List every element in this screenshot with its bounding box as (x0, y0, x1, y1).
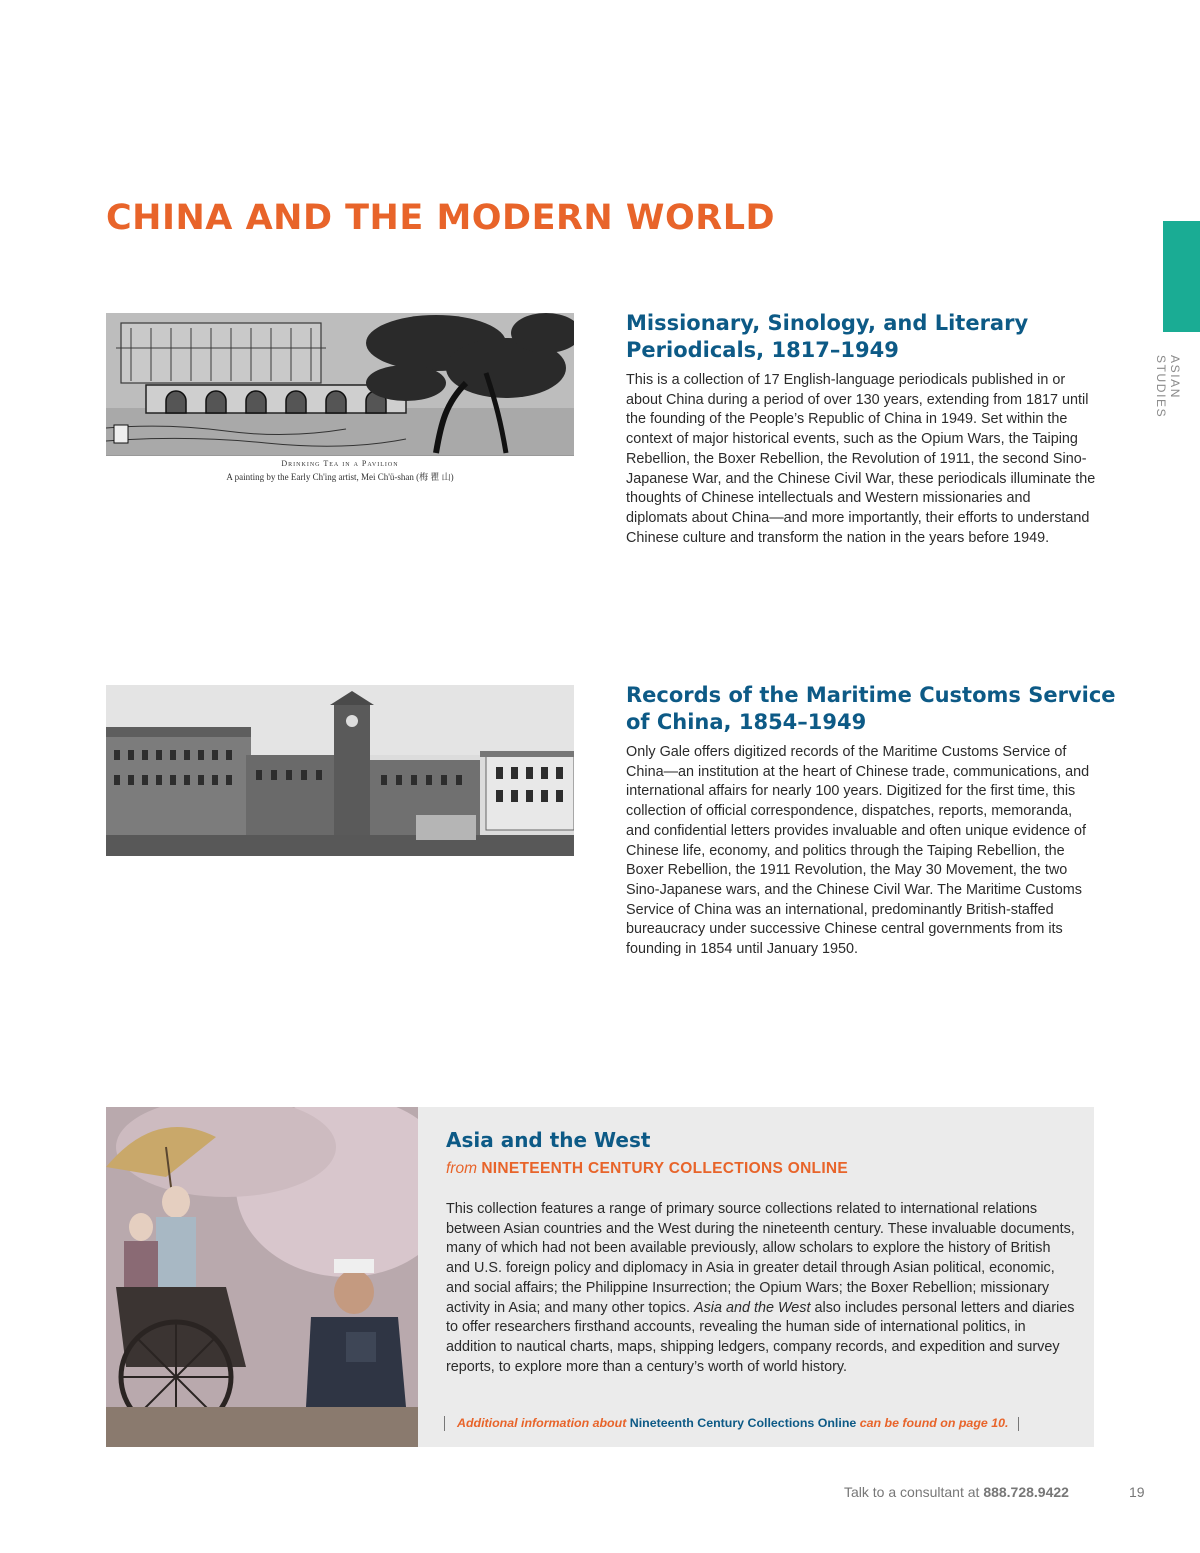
footer-phone[interactable]: 888.728.9422 (983, 1484, 1069, 1500)
section-body-customs: Only Gale offers digitized records of the Maritime Customs Service of China—an institution at the heart of Chinese trade, communications, and international affairs for nearly 100 years. Digitized for the first time, this collection of official correspondence, dispatches, reports, memoranda, and confidential letters provides invaluable and often unique evidence of Chinese life, economy, and politics through the Taiping Rebellion, the Boxer Rebellion, the 1911 Revolution, the May 30 Movement, the two Sino-Japanese wars, and the Chinese Civil War. The Maritime Customs Service of China was an international, predominantly British-staffed bureaucracy under successive Chinese central governments from its founding in 1854 until January 1950. (626, 744, 1090, 958)
page-number: 19 (1129, 1484, 1145, 1500)
more-info-suffix: can be found on page 10. (859, 1416, 1009, 1430)
feature-source-prefix: from (446, 1160, 477, 1177)
feature-title: Asia and the West (446, 1128, 651, 1152)
feature-body-part2: also includes personal letters and diaries to offer researchers firsthand accounts, revealing the human side of international politics, in addition to nautical charts, maps, shipping ledgers, company records, and expedition and survey reports, to explore more than a century’s worth of world history. (446, 1299, 1075, 1375)
section-title-periodicals (626, 310, 1028, 364)
section-title-line: Periodicals, 1817–1949 (626, 338, 899, 362)
rickshaw-photo (106, 1107, 418, 1447)
footer-consult-label: Talk to a consultant at (844, 1484, 980, 1500)
section-title-customs (626, 682, 1116, 736)
feature-source (446, 1160, 848, 1178)
customs-house-photo (106, 685, 574, 856)
feature-body-italic: Asia and the West (693, 1299, 811, 1316)
rickshaw-illustration (106, 1107, 418, 1447)
feature-body-part1: This collection features a range of primary source collections related to international relations between Asian countries and the West during the nineteenth century. These invaluable documents, many of which had not been available previously, allow scholars to explore the history of British and U.S. foreign policy and diplomacy in Asia in greater detail through Asian political, economic, and social affairs; the Philippine Insurrection; the Opium Wars; the Boxer Rebellion; missionary activity in Asia; and many other topics. (446, 1201, 1075, 1316)
more-info-prefix: Additional information about (457, 1416, 627, 1430)
customs-house-illustration (106, 685, 574, 856)
feature-body (446, 1200, 1076, 1377)
painting-caption (106, 455, 574, 485)
section-title-line: of China, 1854–1949 (626, 710, 867, 734)
painting-image (106, 313, 574, 485)
section-title-line: Missionary, Sinology, and Literary (626, 311, 1029, 335)
footer-consultant (844, 1484, 1069, 1500)
more-info-note (444, 1416, 1031, 1431)
more-info-divider (1018, 1417, 1019, 1431)
section-title-line: Records of the Maritime Customs Service (626, 683, 1116, 707)
painting-caption-credit: A painting by the Early Ch'ing artist, Mei Ch'ü-shan (梅 瞿 山) (226, 472, 454, 482)
more-info-name: Nineteenth Century Collections Online (629, 1416, 857, 1430)
section-side-label: ASIAN STUDIES (1154, 355, 1182, 419)
section-body-periodicals: This is a collection of 17 English-language periodicals published in or about China during a period of over 130 years, extending from 1817 until the founding of the People’s Republic of China in 1949. Set within the context of major historical events, such as the Opium Wars, the Taiping Rebellion, the Boxer Rebellion, the Revolution of 1911, the second Sino-Japanese War, and the Chinese Civil War, these periodicals illuminate the thoughts of Chinese intellectuals and Western missionaries and diplomats about China—and more importantly, their efforts to understand Chinese culture and transform the nation in the years before 1949. (626, 372, 1096, 546)
section-tab-marker (1163, 221, 1200, 332)
page-title: CHINA AND THE MODERN WORLD (106, 198, 776, 238)
feature-source-name: NINETEENTH CENTURY COLLECTIONS ONLINE (481, 1160, 849, 1177)
painting-caption-title: Drinking Tea in a Pavilion (281, 459, 399, 468)
